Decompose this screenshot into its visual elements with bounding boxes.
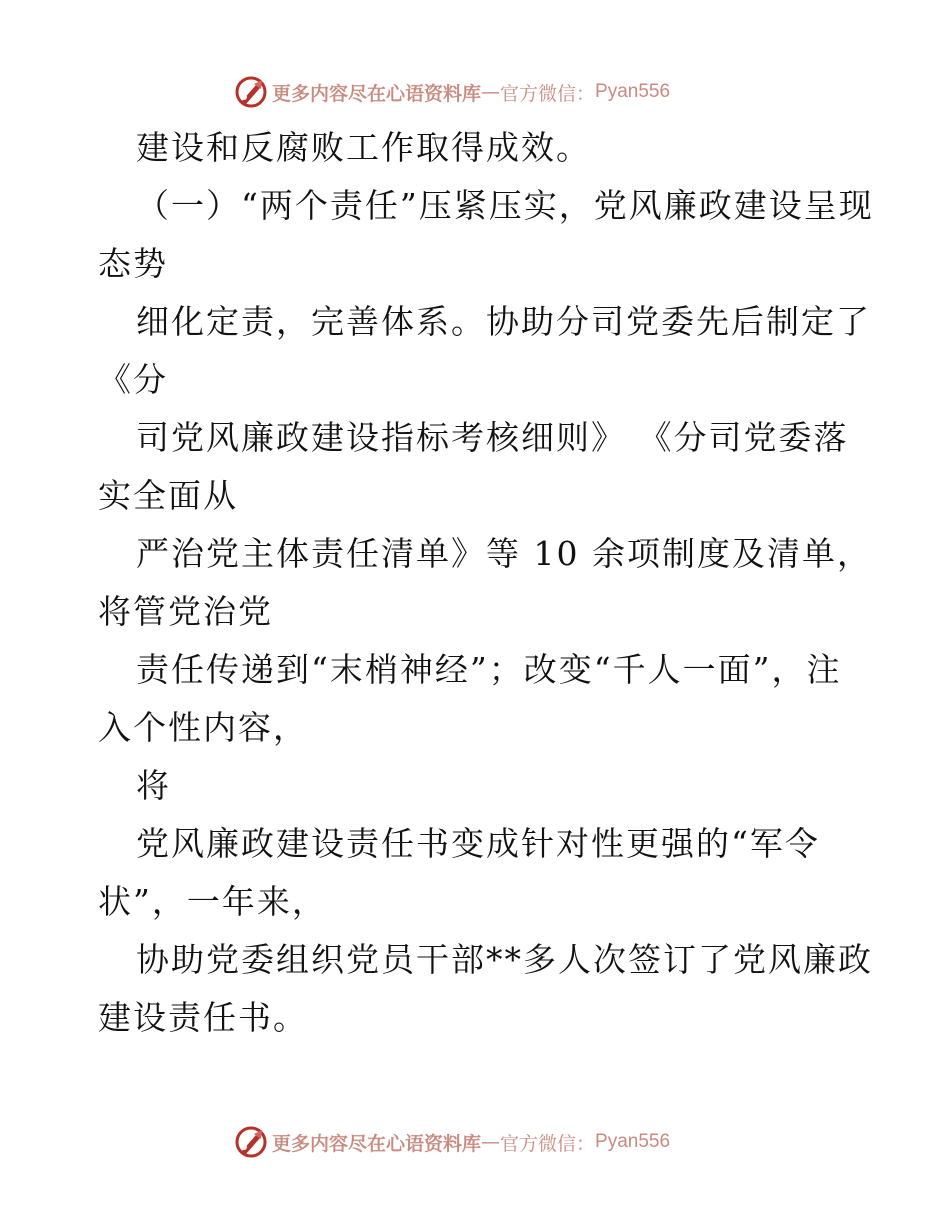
section-heading-line: （一）“两个责任”压紧压实，党风廉政建设呈现	[136, 186, 874, 225]
watermark-banner-bottom	[0, 1122, 950, 1162]
body-line: 党风廉政建设责任书变成针对性更强的“军令	[136, 824, 820, 863]
body-line: 司党风廉政建设指标考核细则》 《分司党委落	[136, 418, 849, 457]
watermark-title: 更多内容尽在心语资料库	[272, 82, 482, 105]
body-line: 责任传递到“末梢神经”；改变“千人一面”，注	[136, 650, 842, 689]
body-line: 协助党委组织党员干部**多人次签订了党风廉政	[136, 940, 873, 979]
body-line: 状”，一年来，	[98, 882, 327, 921]
watermark-separator: —	[481, 81, 501, 103]
body-line: 入个性内容，	[98, 708, 308, 747]
body-line: 将管党治党	[98, 592, 273, 631]
watermark-contact-label: 官方微信：	[500, 1132, 596, 1155]
watermark-title: 更多内容尽在心语资料库	[272, 1132, 482, 1155]
pen-logo-icon	[234, 75, 268, 109]
body-line: 将	[136, 766, 171, 805]
body-line: 实全面从	[98, 476, 238, 515]
body-line: 细化定责，完善体系。协助分司党委先后制定了	[136, 302, 871, 341]
watermark-contact-id: Pyan556	[595, 1131, 671, 1152]
watermark-separator: —	[481, 1131, 501, 1153]
watermark-banner-top	[0, 72, 950, 112]
body-line: 建设和反腐败工作取得成效。	[136, 128, 591, 167]
body-line: 建设责任书。	[98, 998, 308, 1037]
pen-logo-icon	[234, 1125, 268, 1159]
body-line: 严治党主体责任清单》等 10 余项制度及清单，	[136, 534, 872, 573]
body-line: 态势	[98, 244, 168, 283]
body-line: 《分	[98, 360, 168, 399]
watermark-contact-label: 官方微信：	[500, 82, 596, 105]
watermark-contact-id: Pyan556	[595, 81, 671, 102]
